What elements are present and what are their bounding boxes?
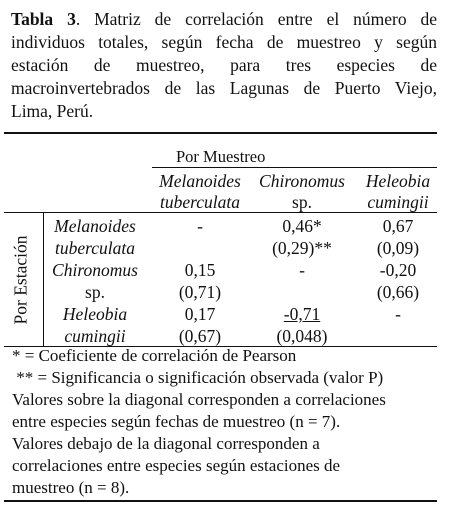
row-2-name-line2: sp. xyxy=(85,282,105,302)
table-caption xyxy=(11,8,437,123)
caption-line-4: macroinvertebrados de las Lagunas de Puerto Viejo, xyxy=(11,78,437,98)
row-group-label-por-estacion: Por Estación xyxy=(10,235,31,325)
cell-r3-c3: - xyxy=(395,304,401,324)
cell-r2-c1-p: (0,71) xyxy=(178,282,222,302)
cell-r1-c3-p: (0,09) xyxy=(376,238,420,258)
cell-r3-c1-p: (0,67) xyxy=(178,326,222,346)
cell-r1-c3: 0,67 xyxy=(382,216,414,236)
header-bottom-rule xyxy=(4,212,437,213)
col-header-2-line2: sp. xyxy=(292,192,312,212)
note-6: correlaciones entre especies según estaciones de xyxy=(12,456,341,475)
note-2: ** = Significancia o significación observada (valor P) xyxy=(12,368,384,387)
group-header-por-muestreo: Por Muestreo xyxy=(176,147,266,166)
caption-label: Tabla 3 xyxy=(11,9,76,29)
col-header-2-line1: Chironomus xyxy=(259,171,345,191)
table-notes xyxy=(12,345,438,499)
cell-r1-c1: - xyxy=(197,216,203,236)
cell-r3-c2-p: (0,048) xyxy=(276,326,328,346)
row-1-name-line2: tuberculata xyxy=(54,238,136,258)
cell-r2-c3: -0,20 xyxy=(379,260,417,280)
row-3-name-line1: Heleobia xyxy=(62,304,128,324)
row-2-name-line1: Chironomus xyxy=(52,260,138,280)
col-header-1-line1: Melanoides xyxy=(159,171,241,191)
cell-r2-c1: 0,15 xyxy=(184,260,216,280)
notes-bottom-rule xyxy=(4,500,437,502)
note-1: * = Coeficiente de correlación de Pearson xyxy=(12,346,297,365)
cell-r3-c2: -0,71 xyxy=(283,304,321,324)
col-header-1-line2: tuberculata xyxy=(159,192,241,212)
caption-line-3: estación de muestreo, para tres especies de xyxy=(11,55,437,75)
row-1-name-line1: Melanoides xyxy=(54,216,136,236)
cell-r2-c3-p: (0,66) xyxy=(376,282,420,302)
note-3: Valores sobre la diagonal corresponden a correlaciones xyxy=(12,390,386,409)
note-5: Valores debajo de la diagonal corresponden a xyxy=(12,434,320,453)
caption-line-1: . Matriz de correlación entre el número de xyxy=(75,9,437,29)
cell-r3-c1: 0,17 xyxy=(184,304,216,324)
table-top-rule xyxy=(4,132,437,134)
col-header-3-line1: Heleobia xyxy=(365,171,431,191)
note-4: entre especies según fechas de muestreo (n = 7). xyxy=(12,412,341,431)
row-group-bar xyxy=(43,213,44,347)
caption-line-2: individuos totales, según fecha de muestreo y según xyxy=(11,32,437,52)
note-7: muestreo (n = 8). xyxy=(12,478,130,497)
col-header-3-line2: cumingii xyxy=(367,192,429,212)
cell-r2-c2: - xyxy=(299,260,305,280)
caption-line-5: Lima, Perú. xyxy=(11,101,94,121)
cell-r1-c2-p: (0,29)** xyxy=(272,238,332,258)
row-3-name-line2: cumingii xyxy=(64,326,126,346)
cell-r1-c2: 0,46* xyxy=(282,216,322,236)
group-header-rule xyxy=(152,167,437,168)
